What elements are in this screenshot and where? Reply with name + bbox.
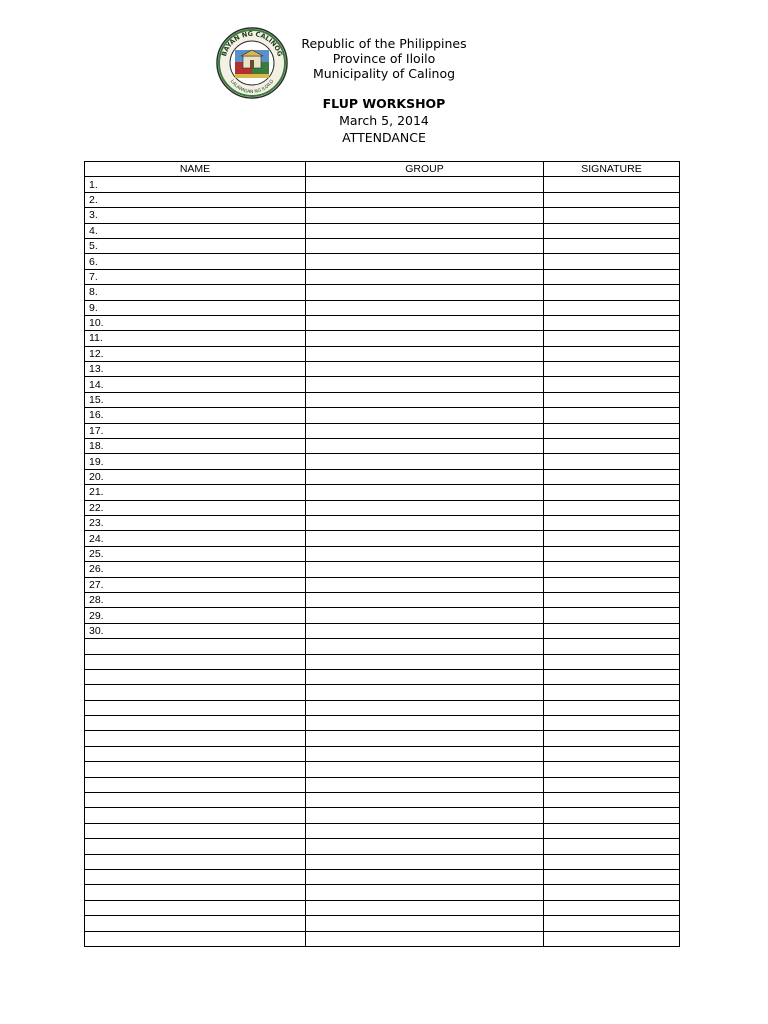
table-row [85,716,680,731]
table-row [85,577,680,592]
group-cell [306,716,544,731]
name-cell [85,716,306,731]
table-row [85,331,680,346]
signature-cell [544,269,680,284]
signature-cell [544,254,680,269]
attendance-table [84,161,680,947]
table-row [85,454,680,469]
table-row [85,685,680,700]
seal-top-text: BAYAN NG CALINOG [219,29,285,58]
name-cell: 16. [85,408,306,423]
group-cell [306,823,544,838]
signature-cell [544,177,680,192]
signature-cell [544,362,680,377]
signature-cell [544,823,680,838]
seal-bottom-text: LALAWIGAN NG ILOILO [228,79,276,96]
name-cell [85,854,306,869]
group-cell [306,469,544,484]
group-cell [306,700,544,715]
signature-cell [544,331,680,346]
name-cell: 2. [85,192,306,207]
name-cell [85,916,306,931]
name-cell: 24. [85,531,306,546]
group-cell [306,362,544,377]
table-row [85,315,680,330]
table-row [85,562,680,577]
name-cell: 4. [85,223,306,238]
name-cell: 11. [85,331,306,346]
signature-cell [544,854,680,869]
table-row [85,823,680,838]
name-cell: 12. [85,346,306,361]
name-cell: 14. [85,377,306,392]
name-cell: 15. [85,392,306,407]
signature-cell [544,439,680,454]
group-cell [306,331,544,346]
event-title: FLUP WORKSHOP [322,96,446,111]
header-row [85,162,680,177]
group-cell [306,777,544,792]
signature-cell [544,916,680,931]
signature-cell [544,192,680,207]
group-cell [306,423,544,438]
name-cell: 9. [85,300,306,315]
table-row [85,254,680,269]
group-cell [306,608,544,623]
name-cell: 5. [85,238,306,253]
table-row [85,669,680,684]
group-cell [306,685,544,700]
signature-cell [544,285,680,300]
name-cell: 18. [85,439,306,454]
table-row [85,931,680,946]
table-row [85,777,680,792]
signature-cell [544,592,680,607]
sheet-subtitle: ATTENDANCE [342,130,426,145]
name-cell [85,931,306,946]
table-row [85,854,680,869]
name-cell: 22. [85,500,306,515]
table-row [85,762,680,777]
group-cell [306,623,544,638]
signature-cell [544,731,680,746]
group-cell [306,592,544,607]
group-cell [306,762,544,777]
municipal-seal-icon [213,26,291,100]
signature-cell [544,485,680,500]
table-row [85,746,680,761]
table-row [85,885,680,900]
table-row [85,916,680,931]
group-cell [306,439,544,454]
signature-cell [544,531,680,546]
name-cell [85,823,306,838]
table-row [85,300,680,315]
signature-cell [544,869,680,884]
group-cell [306,192,544,207]
group-cell [306,408,544,423]
signature-cell [544,408,680,423]
signature-cell [544,639,680,654]
group-cell [306,223,544,238]
name-cell [85,762,306,777]
signature-cell [544,300,680,315]
group-cell [306,854,544,869]
table-row [85,346,680,361]
event-heading [0,95,768,146]
signature-cell [544,777,680,792]
name-cell: 27. [85,577,306,592]
name-cell: 13. [85,362,306,377]
signature-cell [544,377,680,392]
group-cell [306,808,544,823]
group-cell [306,300,544,315]
name-cell [85,669,306,684]
table-row [85,238,680,253]
name-cell [85,746,306,761]
signature-cell [544,562,680,577]
table-row [85,700,680,715]
name-cell: 6. [85,254,306,269]
signature-cell [544,423,680,438]
name-cell [85,777,306,792]
signature-cell [544,623,680,638]
table-row [85,531,680,546]
table-row [85,208,680,223]
table-row [85,223,680,238]
group-cell [306,546,544,561]
table-row [85,177,680,192]
signature-cell [544,208,680,223]
signature-cell [544,716,680,731]
signature-cell [544,931,680,946]
country-line: Republic of the Philippines [301,36,467,51]
group-cell [306,454,544,469]
table-row [85,623,680,638]
table-row [85,392,680,407]
table-row [85,500,680,515]
group-cell [306,531,544,546]
name-cell: 23. [85,515,306,530]
signature-cell [544,500,680,515]
name-cell: 25. [85,546,306,561]
signature-cell [544,223,680,238]
header-group: GROUP [306,162,544,177]
table-row [85,423,680,438]
group-cell [306,346,544,361]
table-row [85,869,680,884]
name-cell [85,839,306,854]
table-row [85,469,680,484]
name-cell: 7. [85,269,306,284]
group-cell [306,485,544,500]
signature-cell [544,546,680,561]
group-cell [306,669,544,684]
table-row [85,485,680,500]
group-cell [306,254,544,269]
group-cell [306,931,544,946]
header-name: NAME [85,162,306,177]
group-cell [306,746,544,761]
signature-cell [544,885,680,900]
name-cell [85,900,306,915]
group-cell [306,269,544,284]
name-cell: 1. [85,177,306,192]
signature-cell [544,654,680,669]
table-row [85,592,680,607]
letterhead [296,36,472,81]
table-row [85,654,680,669]
group-cell [306,515,544,530]
group-cell [306,639,544,654]
table-row [85,900,680,915]
table-row [85,793,680,808]
name-cell: 3. [85,208,306,223]
group-cell [306,654,544,669]
signature-cell [544,900,680,915]
name-cell: 30. [85,623,306,638]
name-cell [85,869,306,884]
name-cell [85,654,306,669]
signature-cell [544,608,680,623]
signature-cell [544,392,680,407]
group-cell [306,916,544,931]
name-cell: 21. [85,485,306,500]
signature-cell [544,515,680,530]
group-cell [306,238,544,253]
table-row [85,377,680,392]
table-row [85,839,680,854]
table-row [85,546,680,561]
group-cell [306,208,544,223]
header-signature: SIGNATURE [544,162,680,177]
signature-cell [544,469,680,484]
name-cell [85,808,306,823]
table-row [85,362,680,377]
name-cell: 20. [85,469,306,484]
table-row [85,731,680,746]
group-cell [306,500,544,515]
table-row [85,285,680,300]
name-cell [85,685,306,700]
signature-cell [544,315,680,330]
name-cell [85,885,306,900]
group-cell [306,562,544,577]
signature-cell [544,746,680,761]
name-cell: 28. [85,592,306,607]
signature-cell [544,669,680,684]
group-cell [306,377,544,392]
group-cell [306,177,544,192]
group-cell [306,793,544,808]
name-cell [85,793,306,808]
signature-cell [544,700,680,715]
signature-cell [544,793,680,808]
name-cell: 19. [85,454,306,469]
group-cell [306,315,544,330]
table-row [85,608,680,623]
municipality-line: Municipality of Calinog [312,66,456,81]
group-cell [306,900,544,915]
name-cell [85,639,306,654]
group-cell [306,731,544,746]
group-cell [306,285,544,300]
name-cell: 17. [85,423,306,438]
name-cell [85,731,306,746]
table-row [85,639,680,654]
signature-cell [544,577,680,592]
table-row [85,408,680,423]
signature-cell [544,839,680,854]
event-date: March 5, 2014 [339,113,429,128]
name-cell [85,700,306,715]
group-cell [306,839,544,854]
signature-cell [544,454,680,469]
province-line: Province of Iloilo [332,51,436,66]
table-row [85,515,680,530]
table-row [85,439,680,454]
signature-cell [544,238,680,253]
name-cell: 26. [85,562,306,577]
signature-cell [544,762,680,777]
signature-cell [544,808,680,823]
group-cell [306,885,544,900]
name-cell: 8. [85,285,306,300]
table-row [85,808,680,823]
name-cell: 10. [85,315,306,330]
group-cell [306,577,544,592]
table-row [85,269,680,284]
signature-cell [544,346,680,361]
group-cell [306,869,544,884]
group-cell [306,392,544,407]
signature-cell [544,685,680,700]
name-cell: 29. [85,608,306,623]
table-row [85,192,680,207]
